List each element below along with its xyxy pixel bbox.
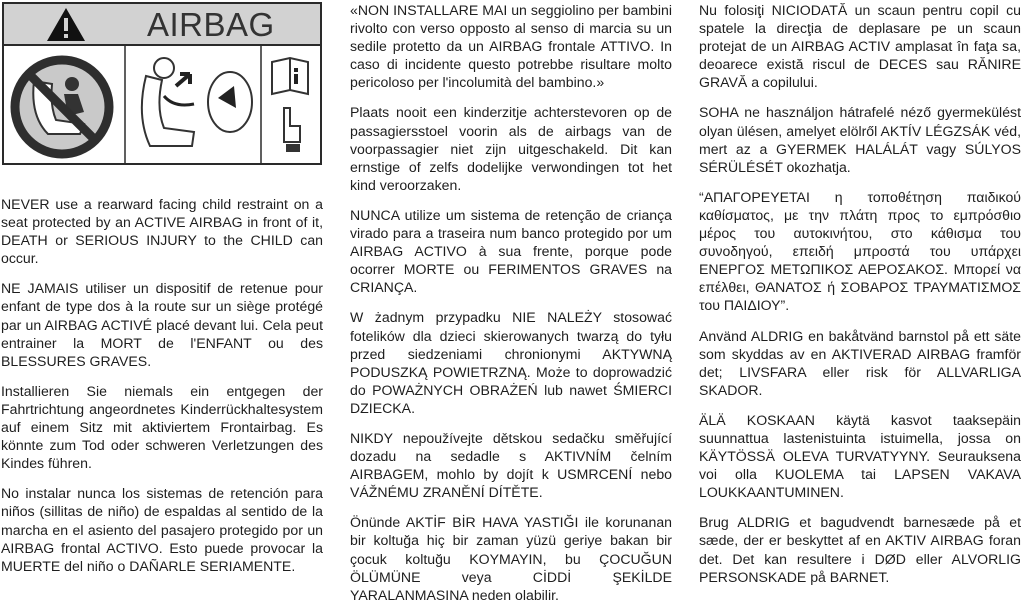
no-rear-facing-child-seat-icon [15, 60, 109, 154]
warning-paragraph-fr: NE JAMAIS utiliser un dispositif de retenue pour enfant de type dos à la route sur un siège protégé par un AIRBAG ACTIVÉ placé devant lui. Cela peut entrainer la MORT de l'ENFANT ou des BLESSURES GRAVES. [1, 280, 323, 369]
text-column-3 [699, 1, 1021, 598]
warning-paragraph-pl: W żadnym przypadku NIE NALEŻY stosować fotelików dla dzieci skierowanych twarzą do tyłu przed siedzeniami chronionymi AKTYWNĄ PODUSZKĄ POWIETRZNĄ. Może to doprowadzić do POWAŻNYCH OBRAŻEŃ lub nawet ŚMIERCI DZIECKA. [350, 309, 672, 416]
read-manual-icon [272, 58, 308, 152]
airbag-deploying-seat-icon [142, 58, 252, 146]
warning-paragraph-pt: NUNCA utilize um sistema de retenção de criança virado para a traseira num banco protegido por um AIRBAG ACTIVO à sua frente, porque pode ocorrer MORTE ou FERIMENTOS GRAVES na CRIANÇA. [350, 206, 672, 296]
warning-paragraph-hu: SOHA ne használjon hátrafelé néző gyermekülést olyan ülésen, amelyet elölről AKTÍV LÉGZSÁK véd, mert az a GYERMEK HALÁLÁT vagy SÚLYOS SÉRÜLÉSÉT okozhatja. [699, 104, 1021, 175]
airbag-warning-label [2, 2, 322, 165]
label-header [4, 4, 320, 46]
warning-paragraph-tr: Önünde AKTİF BİR HAVA YASTIĞI ile korunanan bir koltuğa hiç bir zaman yüzü geriye bakan bir çocuk koltuğu KOYMAYIN, bu ÇOCUĞUN ÖLÜMÜNE veya CİDDİ ŞEKİLDE YARALANMASINA neden olabilir. [350, 514, 672, 603]
warning-triangle-icon [46, 7, 86, 42]
warning-paragraph-el: “ΑΠΑΓΟΡΕΥΕΤΑΙ η τοποθέτηση παιδικού καθίσματος, με την πλάτη προς το εμπρόσθιο μέρος του αυτοκινήτου, στο κάθισμα του συνοδηγού, επειδή μπροστά του υπάρχει ΕΝΕΡΓΟΣ ΜΕΤΩΠΙΚΟΣ ΑΕΡΟΣΑΚΟΣ. Μπορεί να επέλθει, ΘΑΝΑΤΟΣ ή ΣΟΒΑΡΟΣ ΤΡΑΥΜΑΤΙΣΜΟΣ του ΠΑΙΔΙΟΥ”. [699, 188, 1021, 314]
warning-paragraph-da: Brug ALDRIG et bagudvendt barnesæde på et sæde, der er beskyttet af en AKTIV AIRBAG foran det. Det kan resultere i DØD eller ALVORLIG PERSONSKADE på BARNET. [699, 514, 1021, 585]
warning-paragraph-es: No instalar nunca los sistemas de retención para niños (sillitas de niño) de espaldas al sentido de la marcha en el asiento del pasajero protegido por un AIRBAG frontal ACTIVO. Esto puede provocar la MUERTE del niño o DAÑARLE SERIAMENTE. [1, 485, 323, 574]
text-column-1 [1, 195, 323, 587]
warning-paragraph-nl: Plaats nooit een kinderzitje achterstevoren op de passagiersstoel voorin als de airbags van de voorpassagier niet zijn uitgeschakeld. Dit kan ernstige of zelfs dodelijke verwondingen tot het kind veroorzaken. [350, 104, 672, 193]
warning-paragraph-cs: NIKDY nepoužívejte dětskou sedačku směřující dozadu na sedadle s AKTIVNÍM čelním AIRBAGEM, mohlo by dojít k USMRCENÍ nebo VÁŽNÉMU ZRANĚNÍ DÍTĚTE. [350, 429, 672, 501]
warning-paragraph-ro: Nu folosiţi NICIODATĂ un scaun pentru copil cu spatele la direcţia de deplasare pe un scaun protejat de un AIRBAG ACTIV amplasat în faţa sa, deoarece există riscul de DECES sau RĂNIRE GRAVĂ a copilului. [699, 2, 1021, 91]
warning-paragraph-en: NEVER use a rearward facing child restraint on a seat protected by an ACTIVE AIRBAG in front of it, DEATH or SERIOUS INJURY to the CHILD can occur. [1, 196, 323, 267]
label-pictograms [4, 46, 320, 163]
warning-paragraph-de: Installieren Sie niemals ein entgegen der Fahrtrichtung angeordnetes Kinderrückhaltesystem auf einem Sitz mit aktiviertem Frontairbag. Es könnte zum Tod oder schweren Verletzungen des Kindes führen. [1, 382, 323, 472]
text-column-2 [350, 1, 672, 616]
warning-paragraph-sv: Använd ALDRIG en bakåtvänd barnstol på ett säte som skyddas av en AKTIVERAD AIRBAG framför det; LIVSFARA eller risk för ALLVARLIGA SKADOR. [699, 327, 1021, 398]
warning-paragraph-fi: ÄLÄ KOSKAAN käytä kasvot taaksepäin suunnattua lastenistuinta istuimella, jossa on KÄYTÖSSÄ OLEVA TURVATYYNY. Seurauksena voi olla KUOLEMA tai LAPSEN VAKAVA LOUKKAANTUMINEN. [699, 411, 1021, 501]
warning-paragraph-it: «NON INSTALLARE MAI un seggiolino per bambini rivolto con verso opposto al senso di marcia su un sedile protetto da un AIRBAG frontale ATTIVO. In caso di incidente questo potrebbe risultare molto pericoloso per l'incolumità del bambino.» [350, 2, 672, 91]
label-title: AIRBAG [147, 6, 275, 43]
